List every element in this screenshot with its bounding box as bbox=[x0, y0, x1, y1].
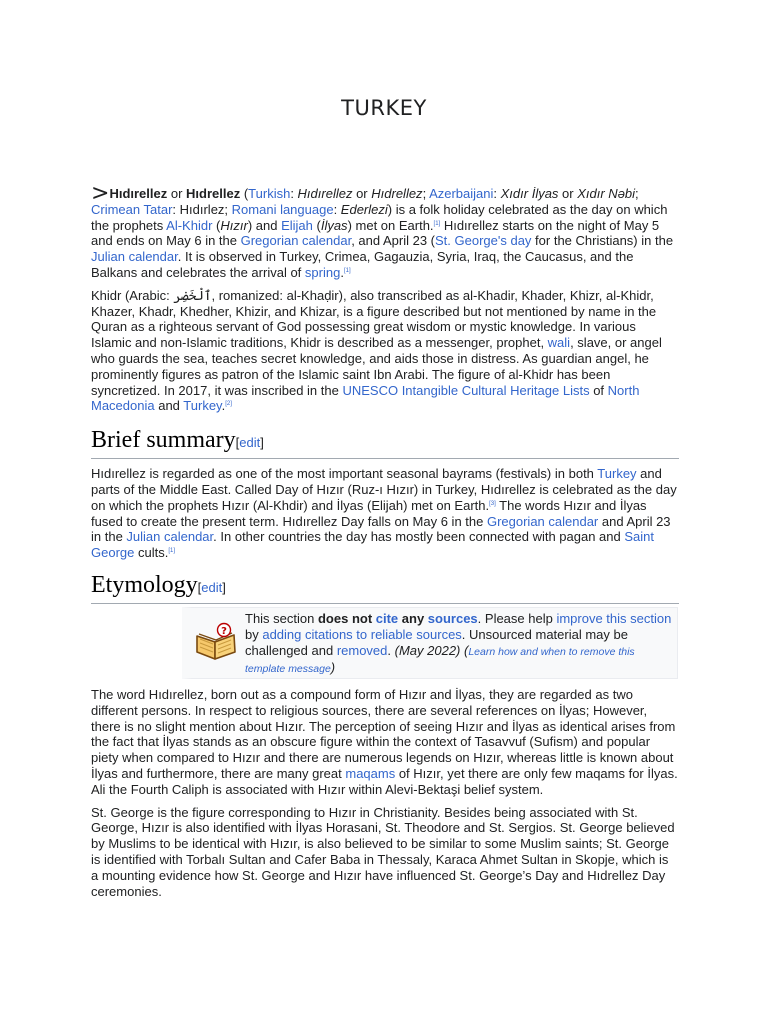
link-elijah[interactable]: Elijah bbox=[281, 217, 313, 233]
section-heading-etymology: Etymology[edit] bbox=[91, 571, 679, 604]
link-unesco[interactable]: UNESCO Intangible Cultural Heritage Lists bbox=[342, 382, 590, 398]
ref-link[interactable]: [3] bbox=[489, 500, 496, 507]
link-st-georges-day[interactable]: St. George's day bbox=[435, 233, 532, 249]
link-turkey[interactable]: Turkey bbox=[597, 466, 637, 482]
notice-text: This section does not cite any sources. Please help improve this section by adding citations to reliable sources. Unsourced material may be challenged and removed. (May 2022) (Learn how and when to remove this template message) bbox=[245, 610, 672, 675]
link-turkish[interactable]: Turkish bbox=[248, 186, 291, 201]
notice-date: (May 2022) bbox=[394, 642, 461, 658]
link-al-khidr[interactable]: Al-Khidr bbox=[166, 217, 213, 233]
svg-text:?: ? bbox=[221, 625, 227, 637]
ref-link[interactable]: [1] bbox=[433, 220, 441, 227]
link-cite[interactable]: cite bbox=[375, 610, 399, 626]
brief-paragraph: Hıdırellez is regarded as one of the most important seasonal bayrams (festivals) in both Turkey and parts of the Middle East. Called Day of Hızır (Ruz-ı Hızır) in Turkey, Hıdırellez is celebrated as the day on which the prophets Hızır (Al-Khdir) and İlyas (Elijah) met on Earth.[3] The words Hızır and İlyas fused to create the present term. Hıdırellez Day falls on May 6 in the Gregorian calendar and April 23 in the Julian calendar. In other countries the day has mostly been connected with pagan and Saint George cults.[1] bbox=[91, 466, 677, 561]
link-gregorian-calendar[interactable]: Gregorian calendar bbox=[240, 233, 352, 249]
link-sources[interactable]: sources bbox=[427, 610, 478, 626]
ref-link[interactable]: [1] bbox=[343, 267, 351, 274]
link-removed[interactable]: removed bbox=[336, 642, 388, 658]
arabic-text: ٱلْخَضِر bbox=[173, 287, 212, 303]
link-spring[interactable]: spring bbox=[304, 264, 341, 280]
intro-paragraph: >Hıdırellez or Hıdrellez (Turkish: Hıdırellez or Hıdrellez; Azerbaijani: Xıdır İlyas or Xıdır Nəbi; Crimean Tatar: Hıdırlez; Romani language: Ederlezi) is a folk holiday celebrated as the day on which the prophets Al-Khidr (Hızır) and Elijah (İlyas) met on Earth.[1] Hıdırellez starts on the night of May 5 and ends on May 6 in the Gregorian calendar, and April 23 (St. George's day for the Christians) in the Julian calendar. It is observed in Turkey, Crimea, Gagauzia, Syria, Iraq, the Caucasus, and the Balkans and celebrates the arrival of spring.[1] bbox=[91, 181, 674, 280]
link-saint-george[interactable]: Saint George bbox=[91, 529, 655, 561]
etymology-paragraph-1: The word Hıdırellez, born out as a compound form of Hızır and İlyas, they are regarded as two different persons. In respect to religious sources, there are several references on İlyas; However, there is no slight mention about Hızır. The perception of seeing Hızır and İlyas as identical arises from the fact that İlyas stands as an obscure figure within the context of Tasavvuf (Sufism) and popular piety when compared to Hızır and there are numerous legends on Hızır, whereas little is known about İlyas and furthermore, there are many great maqams of Hızır, yet there are only few maqams for İlyas. Ali the Fourth Caliph is associated with Hızır within Alevi-Bektaşi belief system. bbox=[91, 686, 678, 797]
link-azerbaijani[interactable]: Azerbaijani bbox=[429, 186, 494, 201]
unsourced-notice-box bbox=[182, 607, 678, 679]
edit-link[interactable]: edit bbox=[239, 435, 261, 451]
link-crimean-tatar[interactable]: Crimean Tatar bbox=[91, 201, 173, 217]
page-title: TURKEY bbox=[341, 96, 427, 120]
link-learn-remove-template[interactable]: Learn how and when to remove this template message bbox=[245, 645, 635, 675]
link-north-macedonia[interactable]: North Macedonia bbox=[91, 382, 640, 414]
ref-link[interactable]: [1] bbox=[168, 548, 176, 555]
ref-link[interactable]: [2] bbox=[225, 401, 232, 408]
edit-link[interactable]: edit bbox=[201, 579, 223, 595]
article-body bbox=[91, 181, 679, 899]
link-julian-calendar[interactable]: Julian calendar bbox=[126, 529, 214, 545]
link-maqams[interactable]: maqams bbox=[345, 765, 396, 781]
link-improve-section[interactable]: improve this section bbox=[556, 610, 672, 626]
book-question-icon bbox=[194, 622, 240, 662]
section-heading-brief-summary: Brief summary[edit] bbox=[91, 426, 679, 459]
link-adding-citations[interactable]: adding citations to reliable sources bbox=[262, 626, 462, 642]
gt-symbol: > bbox=[91, 181, 110, 206]
link-romani-language[interactable]: Romani language bbox=[231, 201, 334, 217]
link-julian-calendar[interactable]: Julian calendar bbox=[91, 249, 178, 265]
khidr-paragraph: Khidr (Arabic: ٱلْخَضِر, romanized: al-Khaḍir), also transcribed as al-Khadir, Khader, Khizr, al-Khidr, Khazer, Khadr, Khedher, Khizir, and Khizar, is a figure described but not mentioned by name in the Quran as a righteous servant of God possessing great wisdom or mystic knowledge. In various Islamic and non-Islamic traditions, Khidr is described as a messenger, prophet, wali, slave, or angel who guards the sea, teaches secret knowledge, and aids those in distress. As guardian angel, he prominently figures as patron of the Islamic saint Ibn Arabi. The figure of al-Khidr has been syncretized. In 2017, it was inscribed in the UNESCO Intangible Cultural Heritage Lists of North Macedonia and Turkey.[2] bbox=[91, 287, 662, 414]
link-turkey[interactable]: Turkey bbox=[183, 398, 222, 414]
link-wali[interactable]: wali bbox=[547, 335, 571, 351]
link-gregorian-calendar[interactable]: Gregorian calendar bbox=[486, 513, 599, 529]
etymology-paragraph-2: St. George is the figure corresponding to Hızır in Christianity. Besides being associated with St. George, Hızır is also identified with İlyas Horasani, St. Theodore and St. Sergios. St. George believed by Muslims to be identical with Hızır, is also believed to be similar to some Muslim saints; St. George is identified with Torbalı Sultan and Cafer Baba in Thessaly, Karaca Ahmet Sultan in Skopje, which is a mounting evidence how St. George and Hızır have influenced St. George’s Day and Hıdrellez Day ceremonies. bbox=[91, 804, 675, 899]
